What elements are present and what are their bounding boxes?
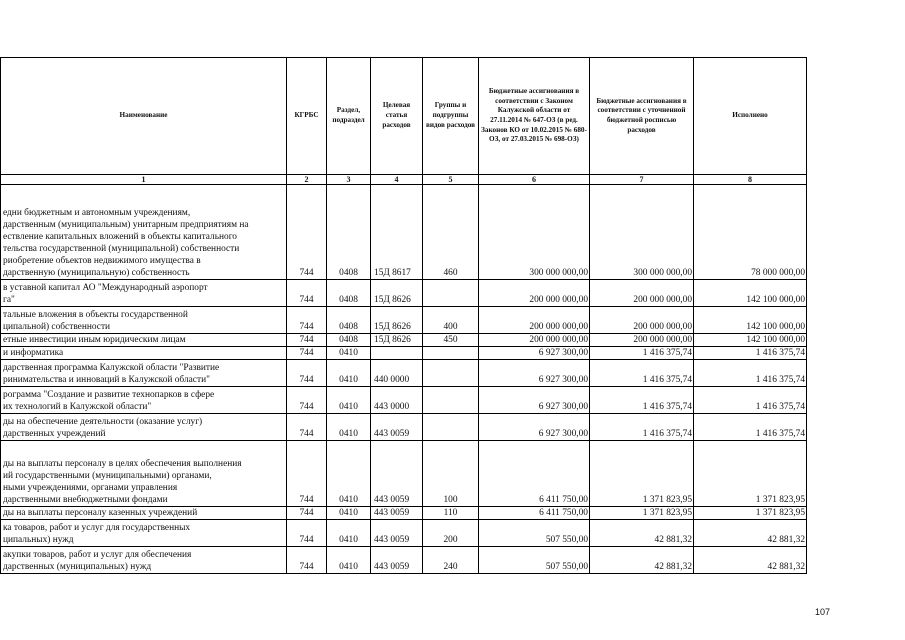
column-number: 2 bbox=[287, 175, 327, 185]
row-razdel: 0410 bbox=[327, 414, 371, 441]
row-name: дарственная программа Калужской области "Развитие ринимательства и инноваций в Калужской области" bbox=[1, 360, 287, 387]
row-kgrbs: 744 bbox=[287, 547, 327, 574]
table-row bbox=[1, 185, 807, 280]
row-gruppa: 460 bbox=[423, 185, 479, 280]
column-header-celevaya: Целевая статья расходов bbox=[371, 58, 423, 175]
row-executed: 142 100 000,00 bbox=[694, 307, 807, 334]
row-executed: 142 100 000,00 bbox=[694, 280, 807, 307]
row-assignations: 200 000 000,00 bbox=[479, 334, 590, 347]
row-celevaya: 15Д 8626 bbox=[371, 307, 423, 334]
row-celevaya: 15Д 8617 bbox=[371, 185, 423, 280]
row-refined: 1 416 375,74 bbox=[590, 360, 694, 387]
column-header-name: Наименование bbox=[1, 58, 287, 175]
row-refined: 200 000 000,00 bbox=[590, 334, 694, 347]
table-row bbox=[1, 347, 807, 360]
column-header-gruppa: Группы и подгруппы видов расходов bbox=[423, 58, 479, 175]
row-name: ды на выплаты персоналу в целях обеспечения выполнения ий государственными (муниципальными) органами, ными учреждениями, органами управления дарственными внебюджетными фондами bbox=[1, 441, 287, 507]
column-number: 1 bbox=[1, 175, 287, 185]
row-assignations: 6 927 300,00 bbox=[479, 414, 590, 441]
column-header-assignations: Бюджетные ассигнования в соответствии с Законом Калужской области от 27.11.2014 № 647-ОЗ (в ред. Законов КО от 10.02.2015 № 680-ОЗ, от 27.03.2015 № 698-ОЗ) bbox=[479, 58, 590, 175]
row-assignations: 6 411 750,00 bbox=[479, 441, 590, 507]
row-gruppa: 200 bbox=[423, 520, 479, 547]
column-number: 4 bbox=[371, 175, 423, 185]
page-number: 107 bbox=[815, 607, 831, 617]
row-razdel: 0408 bbox=[327, 280, 371, 307]
table-row bbox=[1, 280, 807, 307]
row-celevaya: 443 0059 bbox=[371, 547, 423, 574]
table-body bbox=[1, 185, 807, 574]
row-executed: 142 100 000,00 bbox=[694, 334, 807, 347]
row-razdel: 0410 bbox=[327, 360, 371, 387]
row-celevaya: 443 0059 bbox=[371, 414, 423, 441]
row-razdel: 0410 bbox=[327, 347, 371, 360]
table-header-row bbox=[1, 58, 807, 175]
row-kgrbs: 744 bbox=[287, 387, 327, 414]
row-name: и информатика bbox=[1, 347, 287, 360]
row-executed: 42 881,32 bbox=[694, 520, 807, 547]
row-executed: 1 416 375,74 bbox=[694, 414, 807, 441]
row-name: ды на обеспечение деятельности (оказание услуг) дарственных учреждений bbox=[1, 414, 287, 441]
column-number-row bbox=[1, 175, 807, 185]
table-row bbox=[1, 307, 807, 334]
table-row bbox=[1, 441, 807, 507]
row-gruppa bbox=[423, 347, 479, 360]
table-row bbox=[1, 360, 807, 387]
row-kgrbs: 744 bbox=[287, 441, 327, 507]
row-refined: 1 416 375,74 bbox=[590, 347, 694, 360]
column-number: 8 bbox=[694, 175, 807, 185]
row-executed: 1 416 375,74 bbox=[694, 347, 807, 360]
row-gruppa bbox=[423, 280, 479, 307]
row-name: ды на выплаты персоналу казенных учреждений bbox=[1, 507, 287, 520]
row-gruppa: 240 bbox=[423, 547, 479, 574]
row-celevaya: 443 0059 bbox=[371, 520, 423, 547]
row-celevaya: 443 0000 bbox=[371, 387, 423, 414]
column-header-refined: Бюджетные ассигнования в соответствии с уточненной бюджетной росписью расходов bbox=[590, 58, 694, 175]
row-name: едни бюджетным и автономным учреждениям, дарственным (муниципальным) унитарным предприятиям на ествление капитальных вложений в объекты капитального тельства государственной (муниципальной) собственности риобретение объектов недвижимого имущества в дарственную (муниципальную) собственность bbox=[1, 185, 287, 280]
table-row bbox=[1, 507, 807, 520]
table-row bbox=[1, 547, 807, 574]
row-celevaya: 443 0059 bbox=[371, 441, 423, 507]
row-razdel: 0408 bbox=[327, 307, 371, 334]
column-number: 7 bbox=[590, 175, 694, 185]
row-name: рограмма "Создание и развитие технопарков в сфере их технологий в Калужской области" bbox=[1, 387, 287, 414]
row-razdel: 0408 bbox=[327, 185, 371, 280]
row-kgrbs: 744 bbox=[287, 307, 327, 334]
row-gruppa bbox=[423, 387, 479, 414]
table-row bbox=[1, 520, 807, 547]
row-name: ка товаров, работ и услуг для государственных ципальных) нужд bbox=[1, 520, 287, 547]
row-kgrbs: 744 bbox=[287, 347, 327, 360]
row-razdel: 0410 bbox=[327, 507, 371, 520]
row-kgrbs: 744 bbox=[287, 414, 327, 441]
row-name: акупки товаров, работ и услуг для обеспечения дарственных (муниципальных) нужд bbox=[1, 547, 287, 574]
row-name: в уставной капитал АО "Международный аэропорт га" bbox=[1, 280, 287, 307]
column-header-executed: Исполнено bbox=[694, 58, 807, 175]
row-executed: 1 416 375,74 bbox=[694, 360, 807, 387]
row-celevaya: 443 0059 bbox=[371, 507, 423, 520]
row-refined: 1 371 823,95 bbox=[590, 507, 694, 520]
row-assignations: 6 411 750,00 bbox=[479, 507, 590, 520]
row-executed: 1 416 375,74 bbox=[694, 387, 807, 414]
row-refined: 300 000 000,00 bbox=[590, 185, 694, 280]
row-assignations: 200 000 000,00 bbox=[479, 280, 590, 307]
row-celevaya: 15Д 8626 bbox=[371, 280, 423, 307]
row-refined: 42 881,32 bbox=[590, 547, 694, 574]
table-row bbox=[1, 387, 807, 414]
row-assignations: 6 927 300,00 bbox=[479, 347, 590, 360]
row-name: тальные вложения в объекты государственной ципальной) собственности bbox=[1, 307, 287, 334]
row-refined: 200 000 000,00 bbox=[590, 280, 694, 307]
row-name: етные инвестиции иным юридическим лицам bbox=[1, 334, 287, 347]
row-gruppa bbox=[423, 414, 479, 441]
row-kgrbs: 744 bbox=[287, 334, 327, 347]
row-assignations: 507 550,00 bbox=[479, 520, 590, 547]
table-row bbox=[1, 414, 807, 441]
row-kgrbs: 744 bbox=[287, 520, 327, 547]
row-executed: 1 371 823,95 bbox=[694, 507, 807, 520]
row-refined: 42 881,32 bbox=[590, 520, 694, 547]
row-celevaya: 15Д 8626 bbox=[371, 334, 423, 347]
row-razdel: 0410 bbox=[327, 547, 371, 574]
row-celevaya: 440 0000 bbox=[371, 360, 423, 387]
row-razdel: 0410 bbox=[327, 387, 371, 414]
row-executed: 78 000 000,00 bbox=[694, 185, 807, 280]
column-number: 3 bbox=[327, 175, 371, 185]
row-kgrbs: 744 bbox=[287, 185, 327, 280]
row-assignations: 200 000 000,00 bbox=[479, 307, 590, 334]
row-assignations: 6 927 300,00 bbox=[479, 360, 590, 387]
row-assignations: 6 927 300,00 bbox=[479, 387, 590, 414]
row-celevaya bbox=[371, 347, 423, 360]
row-razdel: 0410 bbox=[327, 441, 371, 507]
row-razdel: 0410 bbox=[327, 520, 371, 547]
column-number: 5 bbox=[423, 175, 479, 185]
row-razdel: 0408 bbox=[327, 334, 371, 347]
row-assignations: 507 550,00 bbox=[479, 547, 590, 574]
row-gruppa: 110 bbox=[423, 507, 479, 520]
row-refined: 1 416 375,74 bbox=[590, 387, 694, 414]
column-header-razdel: Раздел, подраздел bbox=[327, 58, 371, 175]
table-row bbox=[1, 334, 807, 347]
row-kgrbs: 744 bbox=[287, 507, 327, 520]
row-gruppa: 450 bbox=[423, 334, 479, 347]
row-gruppa: 100 bbox=[423, 441, 479, 507]
budget-table bbox=[0, 57, 807, 574]
row-gruppa bbox=[423, 360, 479, 387]
row-gruppa: 400 bbox=[423, 307, 479, 334]
row-executed: 42 881,32 bbox=[694, 547, 807, 574]
row-kgrbs: 744 bbox=[287, 360, 327, 387]
column-header-kgrbs: КГРБС bbox=[287, 58, 327, 175]
column-number: 6 bbox=[479, 175, 590, 185]
row-assignations: 300 000 000,00 bbox=[479, 185, 590, 280]
row-refined: 200 000 000,00 bbox=[590, 307, 694, 334]
row-executed: 1 371 823,95 bbox=[694, 441, 807, 507]
row-refined: 1 371 823,95 bbox=[590, 441, 694, 507]
row-kgrbs: 744 bbox=[287, 280, 327, 307]
row-refined: 1 416 375,74 bbox=[590, 414, 694, 441]
